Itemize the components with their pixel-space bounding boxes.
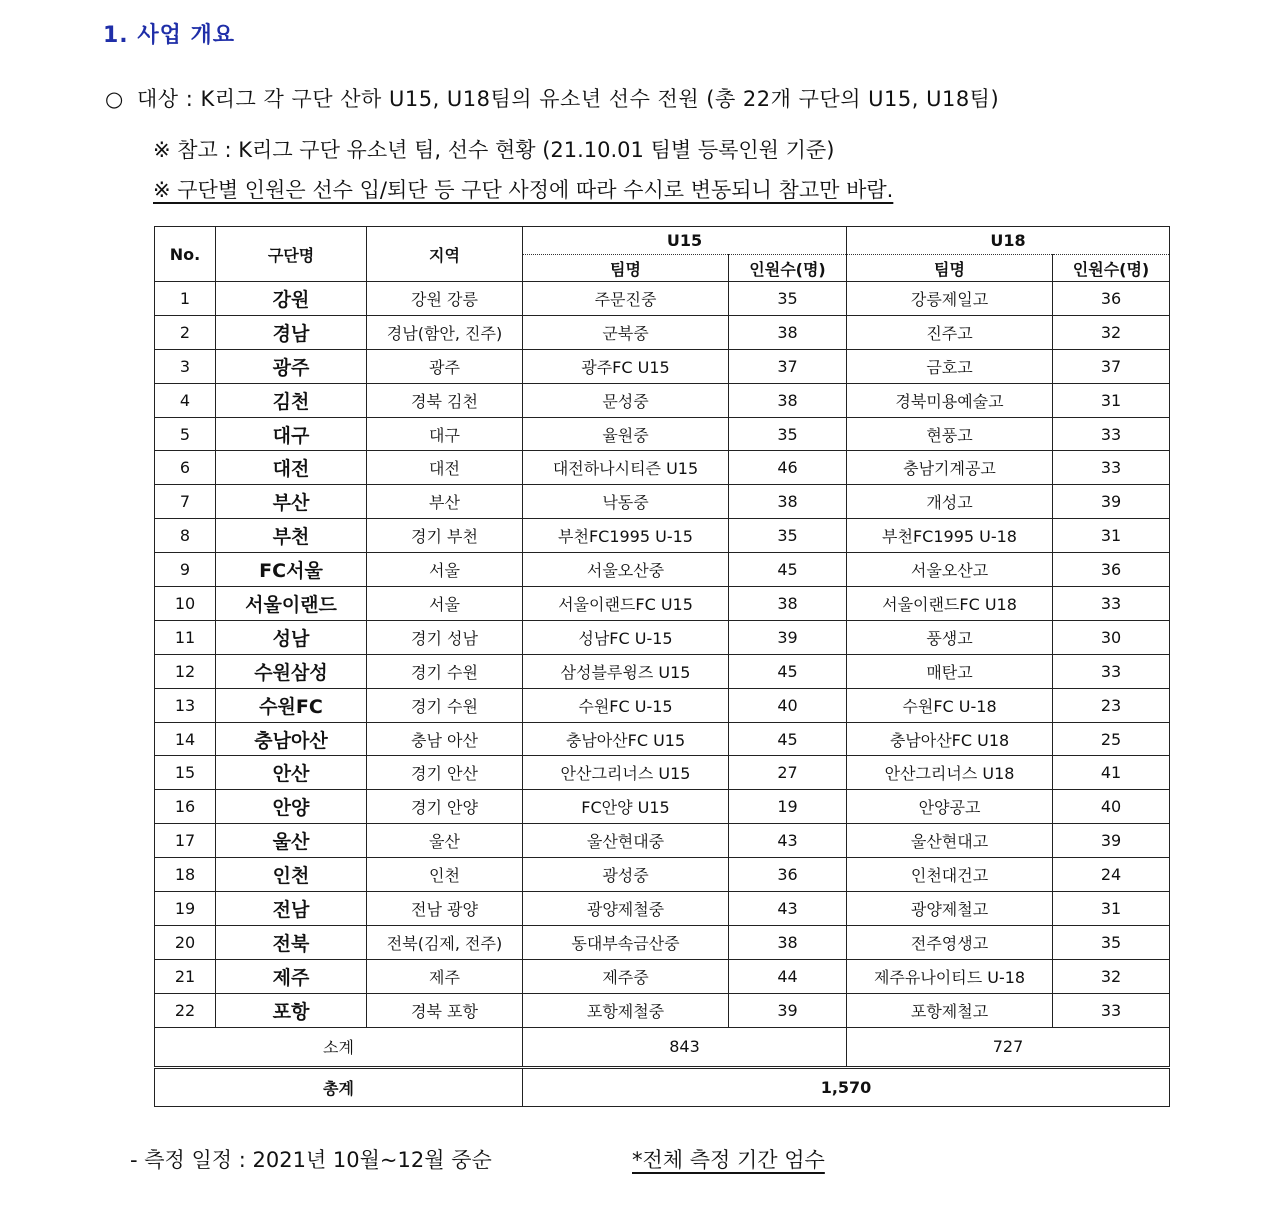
row-u15-team: 군북중 bbox=[523, 315, 729, 349]
row-club: 대전 bbox=[216, 451, 367, 485]
row-u18-team: 매탄고 bbox=[847, 654, 1053, 688]
table-row bbox=[155, 417, 1170, 451]
header-u15: U15 bbox=[523, 227, 847, 255]
row-club: 울산 bbox=[216, 824, 367, 858]
total-value: 1,570 bbox=[523, 1067, 1170, 1106]
row-u18-team: 충남기계공고 bbox=[847, 451, 1053, 485]
row-u15-team: 포항제철중 bbox=[523, 993, 729, 1027]
row-u15-count: 43 bbox=[729, 824, 847, 858]
row-u18-count: 31 bbox=[1053, 892, 1170, 926]
row-region: 대전 bbox=[367, 451, 523, 485]
row-club: 안산 bbox=[216, 756, 367, 790]
row-u18-count: 35 bbox=[1053, 925, 1170, 959]
row-region: 제주 bbox=[367, 959, 523, 993]
row-no: 21 bbox=[155, 959, 216, 993]
table-row bbox=[155, 587, 1170, 621]
table-row bbox=[155, 315, 1170, 349]
section-title: 1. 사업 개요 bbox=[103, 23, 235, 48]
row-club: 경남 bbox=[216, 315, 367, 349]
row-region: 경기 부천 bbox=[367, 519, 523, 553]
row-no: 9 bbox=[155, 553, 216, 587]
row-club: FC서울 bbox=[216, 553, 367, 587]
youth-roster-table bbox=[154, 226, 1170, 1107]
row-region: 전남 광양 bbox=[367, 892, 523, 926]
row-no: 3 bbox=[155, 349, 216, 383]
row-club: 서울이랜드 bbox=[216, 587, 367, 621]
row-u15-count: 38 bbox=[729, 485, 847, 519]
row-no: 17 bbox=[155, 824, 216, 858]
header-u18-team: 팀명 bbox=[847, 255, 1053, 282]
row-no: 12 bbox=[155, 654, 216, 688]
row-u15-team: 충남아산FC U15 bbox=[523, 722, 729, 756]
row-u15-count: 36 bbox=[729, 858, 847, 892]
row-region: 강원 강릉 bbox=[367, 282, 523, 316]
header-region: 지역 bbox=[367, 227, 523, 282]
row-u18-count: 39 bbox=[1053, 824, 1170, 858]
row-region: 전북(김제, 전주) bbox=[367, 925, 523, 959]
row-no: 4 bbox=[155, 383, 216, 417]
row-u18-count: 24 bbox=[1053, 858, 1170, 892]
table-row bbox=[155, 383, 1170, 417]
row-u15-count: 38 bbox=[729, 925, 847, 959]
row-u18-team: 진주고 bbox=[847, 315, 1053, 349]
row-u15-count: 27 bbox=[729, 756, 847, 790]
row-u18-team: 수원FC U-18 bbox=[847, 688, 1053, 722]
row-region: 경기 성남 bbox=[367, 620, 523, 654]
row-club: 부천 bbox=[216, 519, 367, 553]
row-u18-team: 울산현대고 bbox=[847, 824, 1053, 858]
row-club: 광주 bbox=[216, 349, 367, 383]
row-u18-team: 서울오산고 bbox=[847, 553, 1053, 587]
row-club: 김천 bbox=[216, 383, 367, 417]
row-u18-team: 풍생고 bbox=[847, 620, 1053, 654]
row-u15-team: 삼성블루윙즈 U15 bbox=[523, 654, 729, 688]
row-u15-team: 주문진중 bbox=[523, 282, 729, 316]
row-u15-count: 45 bbox=[729, 654, 847, 688]
row-no: 16 bbox=[155, 790, 216, 824]
row-region: 경기 수원 bbox=[367, 654, 523, 688]
row-no: 15 bbox=[155, 756, 216, 790]
row-no: 19 bbox=[155, 892, 216, 926]
target-line bbox=[105, 83, 999, 113]
subtotal-label: 소계 bbox=[155, 1027, 523, 1067]
table-row bbox=[155, 993, 1170, 1027]
row-u15-count: 35 bbox=[729, 282, 847, 316]
row-no: 10 bbox=[155, 587, 216, 621]
table-row bbox=[155, 722, 1170, 756]
row-u15-count: 39 bbox=[729, 620, 847, 654]
row-club: 수원삼성 bbox=[216, 654, 367, 688]
row-no: 14 bbox=[155, 722, 216, 756]
row-u15-count: 37 bbox=[729, 349, 847, 383]
row-region: 울산 bbox=[367, 824, 523, 858]
row-u18-count: 37 bbox=[1053, 349, 1170, 383]
header-u15-count: 인원수(명) bbox=[729, 255, 847, 282]
row-u18-team: 부천FC1995 U-18 bbox=[847, 519, 1053, 553]
subtotal-row bbox=[155, 1027, 1170, 1067]
row-u18-count: 23 bbox=[1053, 688, 1170, 722]
row-club: 부산 bbox=[216, 485, 367, 519]
row-u15-team: FC안양 U15 bbox=[523, 790, 729, 824]
table-row bbox=[155, 790, 1170, 824]
row-u15-team: 대전하나시티즌 U15 bbox=[523, 451, 729, 485]
row-club: 포항 bbox=[216, 993, 367, 1027]
row-u18-count: 41 bbox=[1053, 756, 1170, 790]
row-u18-team: 강릉제일고 bbox=[847, 282, 1053, 316]
row-club: 수원FC bbox=[216, 688, 367, 722]
row-u15-team: 서울오산중 bbox=[523, 553, 729, 587]
row-u18-team: 충남아산FC U18 bbox=[847, 722, 1053, 756]
row-u15-count: 19 bbox=[729, 790, 847, 824]
row-u18-count: 36 bbox=[1053, 553, 1170, 587]
table-row bbox=[155, 824, 1170, 858]
row-u15-count: 40 bbox=[729, 688, 847, 722]
row-u18-team: 안산그리너스 U18 bbox=[847, 756, 1053, 790]
row-u15-count: 46 bbox=[729, 451, 847, 485]
table-row bbox=[155, 553, 1170, 587]
table-row bbox=[155, 349, 1170, 383]
row-region: 인천 bbox=[367, 858, 523, 892]
table-row bbox=[155, 756, 1170, 790]
row-region: 경남(함안, 진주) bbox=[367, 315, 523, 349]
row-u15-count: 45 bbox=[729, 553, 847, 587]
row-no: 8 bbox=[155, 519, 216, 553]
row-u15-team: 울산현대중 bbox=[523, 824, 729, 858]
reference-note: ※ 참고 : K리그 구단 유소년 팀, 선수 현황 (21.10.01 팀별 등록인원 기준) bbox=[153, 138, 835, 162]
row-u18-count: 33 bbox=[1053, 587, 1170, 621]
row-u18-count: 25 bbox=[1053, 722, 1170, 756]
row-no: 6 bbox=[155, 451, 216, 485]
row-u15-team: 율원중 bbox=[523, 417, 729, 451]
row-no: 20 bbox=[155, 925, 216, 959]
row-u18-count: 39 bbox=[1053, 485, 1170, 519]
row-u15-team: 안산그리너스 U15 bbox=[523, 756, 729, 790]
row-club: 전남 bbox=[216, 892, 367, 926]
row-region: 대구 bbox=[367, 417, 523, 451]
header-u15-team: 팀명 bbox=[523, 255, 729, 282]
row-club: 대구 bbox=[216, 417, 367, 451]
row-u15-team: 광주FC U15 bbox=[523, 349, 729, 383]
table-row bbox=[155, 688, 1170, 722]
row-no: 11 bbox=[155, 620, 216, 654]
table-row bbox=[155, 451, 1170, 485]
row-u18-count: 31 bbox=[1053, 383, 1170, 417]
row-u18-team: 전주영생고 bbox=[847, 925, 1053, 959]
row-u18-count: 30 bbox=[1053, 620, 1170, 654]
subtotal-u18: 727 bbox=[847, 1027, 1170, 1067]
row-u15-count: 38 bbox=[729, 587, 847, 621]
row-region: 경북 포항 bbox=[367, 993, 523, 1027]
row-u18-count: 32 bbox=[1053, 315, 1170, 349]
row-u18-count: 33 bbox=[1053, 417, 1170, 451]
row-region: 경기 수원 bbox=[367, 688, 523, 722]
row-club: 강원 bbox=[216, 282, 367, 316]
schedule-text: - 측정 일정 : 2021년 10월~12월 중순 bbox=[130, 1148, 492, 1172]
row-u18-team: 안양공고 bbox=[847, 790, 1053, 824]
row-u15-team: 성남FC U-15 bbox=[523, 620, 729, 654]
row-u15-team: 제주중 bbox=[523, 959, 729, 993]
row-club: 전북 bbox=[216, 925, 367, 959]
row-no: 5 bbox=[155, 417, 216, 451]
row-u18-count: 33 bbox=[1053, 451, 1170, 485]
row-u18-team: 개성고 bbox=[847, 485, 1053, 519]
circle-bullet-icon: ○ bbox=[105, 87, 124, 111]
row-region: 경기 안양 bbox=[367, 790, 523, 824]
table-row bbox=[155, 858, 1170, 892]
row-u18-count: 31 bbox=[1053, 519, 1170, 553]
row-no: 2 bbox=[155, 315, 216, 349]
row-no: 1 bbox=[155, 282, 216, 316]
row-region: 경북 김천 bbox=[367, 383, 523, 417]
row-club: 제주 bbox=[216, 959, 367, 993]
table-row bbox=[155, 485, 1170, 519]
row-club: 인천 bbox=[216, 858, 367, 892]
table-row bbox=[155, 925, 1170, 959]
row-no: 7 bbox=[155, 485, 216, 519]
row-u15-team: 부천FC1995 U-15 bbox=[523, 519, 729, 553]
header-u18-count: 인원수(명) bbox=[1053, 255, 1170, 282]
strict-period-note: *전체 측정 기간 엄수 bbox=[632, 1148, 825, 1172]
row-u15-team: 광양제철중 bbox=[523, 892, 729, 926]
row-u15-count: 43 bbox=[729, 892, 847, 926]
row-u18-team: 서울이랜드FC U18 bbox=[847, 587, 1053, 621]
row-u15-team: 서울이랜드FC U15 bbox=[523, 587, 729, 621]
table-row bbox=[155, 892, 1170, 926]
schedule-line bbox=[130, 1144, 825, 1174]
total-row bbox=[155, 1067, 1170, 1106]
table-row bbox=[155, 620, 1170, 654]
row-u15-count: 38 bbox=[729, 383, 847, 417]
row-no: 18 bbox=[155, 858, 216, 892]
row-region: 경기 안산 bbox=[367, 756, 523, 790]
table-row bbox=[155, 519, 1170, 553]
header-no: No. bbox=[155, 227, 216, 282]
header-u18: U18 bbox=[847, 227, 1170, 255]
row-u18-team: 금호고 bbox=[847, 349, 1053, 383]
row-u18-team: 광양제철고 bbox=[847, 892, 1053, 926]
variation-note: ※ 구단별 인원은 선수 입/퇴단 등 구단 사정에 따라 수시로 변동되니 참고만 바람. bbox=[153, 178, 894, 202]
row-no: 13 bbox=[155, 688, 216, 722]
row-u15-team: 광성중 bbox=[523, 858, 729, 892]
table-row bbox=[155, 654, 1170, 688]
row-u15-count: 38 bbox=[729, 315, 847, 349]
subtotal-u15: 843 bbox=[523, 1027, 847, 1067]
total-label: 총계 bbox=[155, 1067, 523, 1106]
row-region: 부산 bbox=[367, 485, 523, 519]
row-region: 광주 bbox=[367, 349, 523, 383]
row-u15-team: 낙동중 bbox=[523, 485, 729, 519]
row-u18-team: 인천대건고 bbox=[847, 858, 1053, 892]
row-u15-count: 35 bbox=[729, 417, 847, 451]
row-region: 서울 bbox=[367, 553, 523, 587]
target-text: 대상 : K리그 각 구단 산하 U15, U18팀의 유소년 선수 전원 (총 22개 구단의 U15, U18팀) bbox=[137, 87, 1000, 111]
row-region: 충남 아산 bbox=[367, 722, 523, 756]
table-row bbox=[155, 959, 1170, 993]
row-club: 안양 bbox=[216, 790, 367, 824]
header-club: 구단명 bbox=[216, 227, 367, 282]
row-u18-team: 포항제철고 bbox=[847, 993, 1053, 1027]
row-club: 충남아산 bbox=[216, 722, 367, 756]
row-u15-count: 45 bbox=[729, 722, 847, 756]
table-row bbox=[155, 282, 1170, 316]
row-no: 22 bbox=[155, 993, 216, 1027]
row-u15-team: 동대부속금산중 bbox=[523, 925, 729, 959]
row-u18-count: 36 bbox=[1053, 282, 1170, 316]
row-u15-count: 35 bbox=[729, 519, 847, 553]
row-u15-count: 39 bbox=[729, 993, 847, 1027]
row-u18-count: 33 bbox=[1053, 993, 1170, 1027]
row-u18-team: 제주유나이티드 U-18 bbox=[847, 959, 1053, 993]
row-u18-team: 현풍고 bbox=[847, 417, 1053, 451]
row-u18-team: 경북미용예술고 bbox=[847, 383, 1053, 417]
row-u18-count: 32 bbox=[1053, 959, 1170, 993]
row-u18-count: 40 bbox=[1053, 790, 1170, 824]
row-u15-team: 문성중 bbox=[523, 383, 729, 417]
row-u15-count: 44 bbox=[729, 959, 847, 993]
row-club: 성남 bbox=[216, 620, 367, 654]
row-u15-team: 수원FC U-15 bbox=[523, 688, 729, 722]
row-region: 서울 bbox=[367, 587, 523, 621]
row-u18-count: 33 bbox=[1053, 654, 1170, 688]
